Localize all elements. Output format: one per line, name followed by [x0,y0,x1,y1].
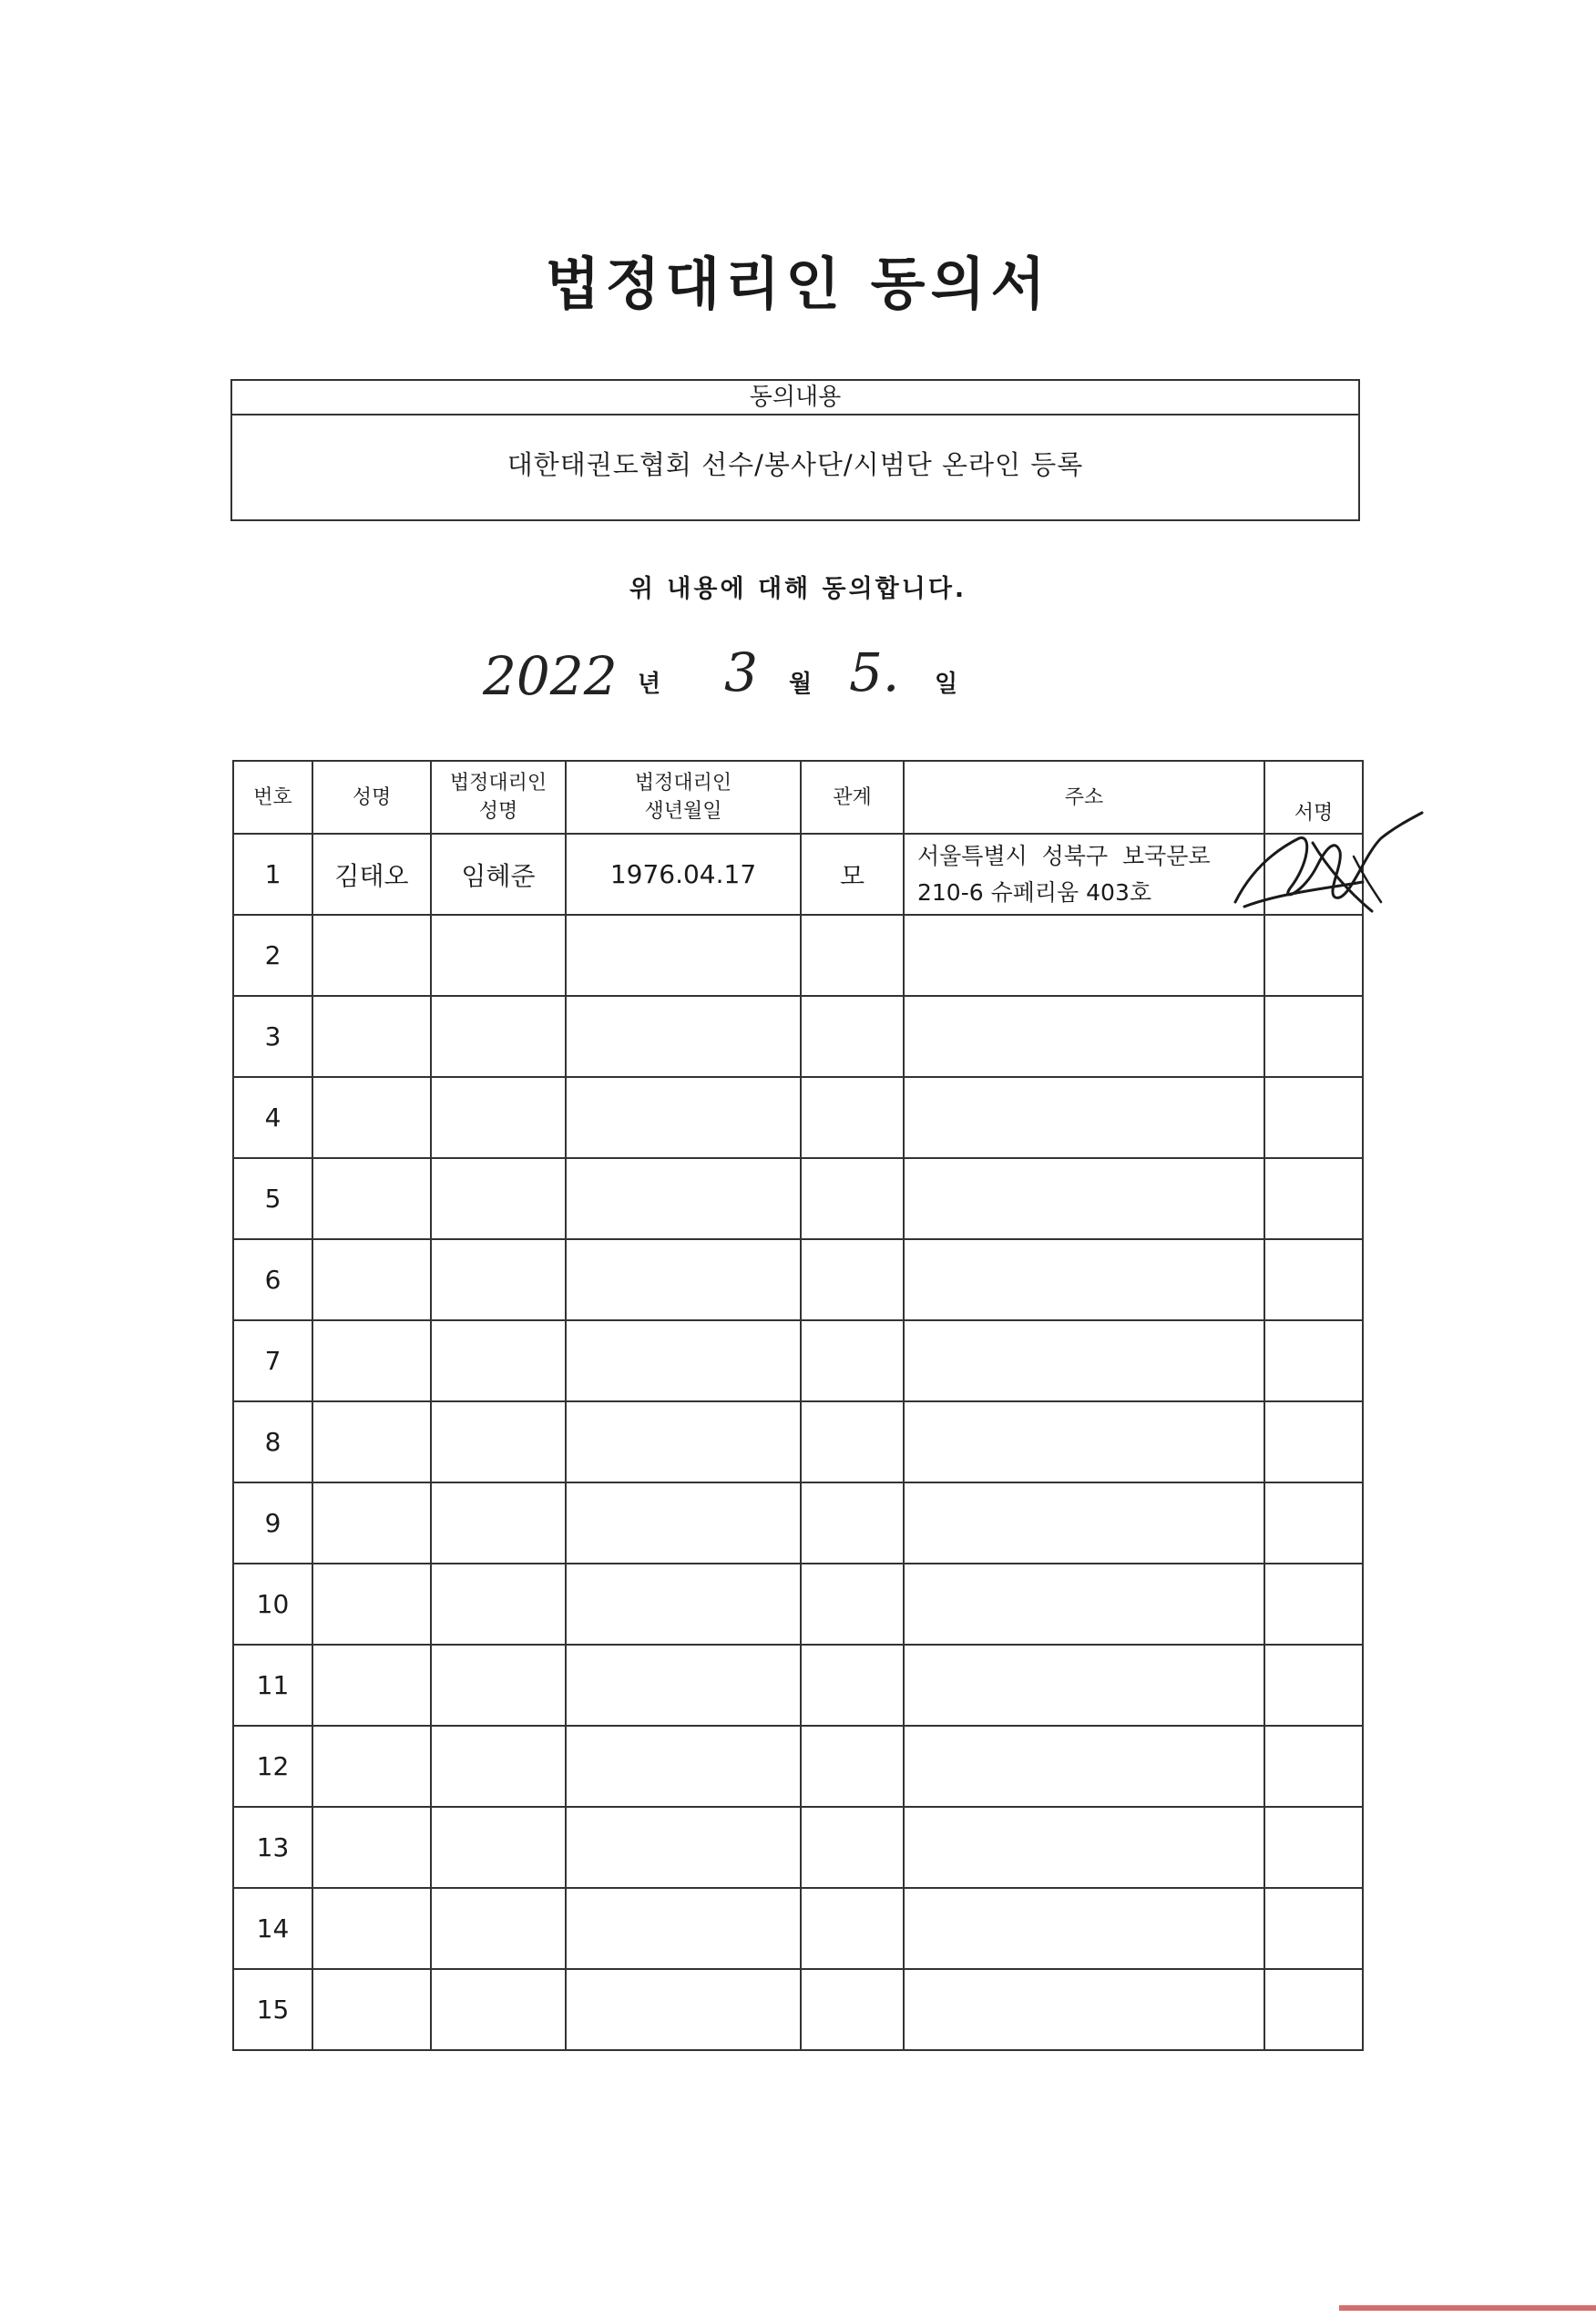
cell-name [312,1320,431,1401]
table-row [233,1077,1363,1158]
cell-relation [801,1158,904,1239]
cell-signature [1264,1564,1363,1645]
cell-no: 5 [233,1158,312,1239]
cell-guardian [431,1645,566,1726]
cell-birth [566,1645,801,1726]
cell-no: 14 [233,1888,312,1969]
cell-name [312,1401,431,1482]
cell-guardian [431,1969,566,2050]
table-row [233,1888,1363,1969]
cell-guardian: 임혜준 [431,834,566,915]
cell-signature [1264,915,1363,996]
cell-signature [1264,1320,1363,1401]
table-row [233,1401,1363,1482]
agreement-statement: 위 내용에 대해 동의합니다. [629,575,967,603]
cell-birth [566,1320,801,1401]
cell-address [904,834,1264,915]
cell-relation [801,915,904,996]
cell-address [904,1401,1264,1482]
cell-signature [1264,996,1363,1077]
cell-signature [1264,1969,1363,2050]
header-guardian-name-line2: 성명 [478,800,518,823]
cell-signature [1264,1239,1363,1320]
cell-address [904,1482,1264,1564]
page-edge-stamp-mark [1339,2305,1596,2311]
cell-name [312,1969,431,2050]
cell-signature [1264,1807,1363,1888]
cell-relation [801,1401,904,1482]
cell-address [904,1807,1264,1888]
cell-relation [801,996,904,1077]
cell-guardian [431,1239,566,1320]
cell-relation [801,1726,904,1807]
cell-address [904,1239,1264,1320]
cell-address [904,1969,1264,2050]
cell-guardian [431,1077,566,1158]
cell-birth [566,1401,801,1482]
cell-relation [801,1969,904,2050]
header-guardian-birth-line1: 법정대리인 [634,772,732,795]
table-row [233,1807,1363,1888]
cell-address [904,1726,1264,1807]
consent-body: 대한태권도협회 선수/봉사단/시범단 온라인 등록 [506,449,1084,480]
month-unit: 월 [789,671,813,698]
cell-name [312,1239,431,1320]
cell-guardian [431,1564,566,1645]
year-unit: 년 [638,671,661,698]
cell-name [312,1888,431,1969]
cell-address [904,1888,1264,1969]
consent-header: 동의내용 [232,381,1358,415]
table-row [233,1239,1363,1320]
table-row [233,996,1363,1077]
cell-birth [566,1158,801,1239]
header-guardian-name-line1: 법정대리인 [449,772,547,795]
cell-name [312,1645,431,1726]
cell-address [904,1320,1264,1401]
cell-name [312,1158,431,1239]
cell-no: 8 [233,1401,312,1482]
cell-relation [801,1239,904,1320]
table-row [233,834,1363,915]
cell-signature [1264,1726,1363,1807]
cell-relation [801,1888,904,1969]
cell-relation [801,1320,904,1401]
cell-no: 13 [233,1807,312,1888]
table-row [233,1969,1363,2050]
header-signature: 서명 [1264,761,1363,834]
cell-address [904,996,1264,1077]
cell-no: 9 [233,1482,312,1564]
cell-address [904,1564,1264,1645]
cell-no: 4 [233,1077,312,1158]
cell-birth [566,1807,801,1888]
cell-signature [1264,1645,1363,1726]
header-guardian-birth [566,761,801,834]
cell-signature [1264,1077,1363,1158]
cell-signature [1264,1401,1363,1482]
address-line1: 서울특별시 성북구 보국문로 [917,842,1211,869]
cell-relation [801,1077,904,1158]
table-row [233,1320,1363,1401]
cell-birth [566,915,801,996]
cell-address [904,1158,1264,1239]
cell-guardian [431,1807,566,1888]
consent-content-box [230,379,1360,521]
cell-guardian [431,996,566,1077]
table-row [233,1482,1363,1564]
cell-address [904,915,1264,996]
cell-name [312,1807,431,1888]
date-line [0,638,1596,720]
cell-birth: 1976.04.17 [566,834,801,915]
cell-no: 1 [233,834,312,915]
cell-birth [566,1239,801,1320]
header-no: 번호 [233,761,312,834]
cell-guardian [431,1726,566,1807]
cell-name [312,915,431,996]
table-row [233,1726,1363,1807]
header-name: 성명 [312,761,431,834]
guardian-roster-table [232,760,1364,2051]
cell-name [312,1482,431,1564]
cell-no: 2 [233,915,312,996]
cell-no: 11 [233,1645,312,1726]
cell-guardian [431,915,566,996]
handwritten-signature [1226,802,1427,920]
cell-name [312,1077,431,1158]
header-guardian-birth-line2: 생년월일 [644,800,722,823]
cell-relation [801,1645,904,1726]
cell-no: 15 [233,1969,312,2050]
cell-name [312,1726,431,1807]
cell-name [312,1564,431,1645]
cell-no: 6 [233,1239,312,1320]
cell-address [904,1077,1264,1158]
table-row [233,1645,1363,1726]
cell-guardian [431,1320,566,1401]
cell-guardian [431,1401,566,1482]
cell-relation [801,1564,904,1645]
cell-birth [566,1888,801,1969]
cell-birth [566,1726,801,1807]
cell-relation [801,1482,904,1564]
cell-guardian [431,1482,566,1564]
cell-birth [566,996,801,1077]
cell-guardian [431,1888,566,1969]
handwritten-month: 3 [724,641,758,703]
cell-no: 3 [233,996,312,1077]
cell-signature [1264,1888,1363,1969]
table-row [233,1158,1363,1239]
header-address: 주소 [904,761,1264,834]
table-row [233,915,1363,996]
cell-relation [801,1807,904,1888]
cell-no: 10 [233,1564,312,1645]
cell-name [312,996,431,1077]
cell-birth [566,1482,801,1564]
document-title: 법정대리인 동의서 [545,251,1051,317]
cell-address [904,1645,1264,1726]
address-line2: 210-6 슈페리움 403호 [917,878,1152,906]
cell-birth [566,1077,801,1158]
cell-birth [566,1564,801,1645]
handwritten-year: 2022 [483,645,618,707]
handwritten-day: 5. [849,641,900,703]
day-unit: 일 [935,671,958,698]
cell-signature [1264,1158,1363,1239]
cell-birth [566,1969,801,2050]
table-row [233,1564,1363,1645]
header-relation: 관계 [801,761,904,834]
cell-guardian [431,1158,566,1239]
cell-relation: 모 [801,834,904,915]
cell-no: 12 [233,1726,312,1807]
table-header-row [233,761,1363,834]
header-guardian-name [431,761,566,834]
cell-no: 7 [233,1320,312,1401]
cell-name: 김태오 [312,834,431,915]
cell-signature [1264,1482,1363,1564]
